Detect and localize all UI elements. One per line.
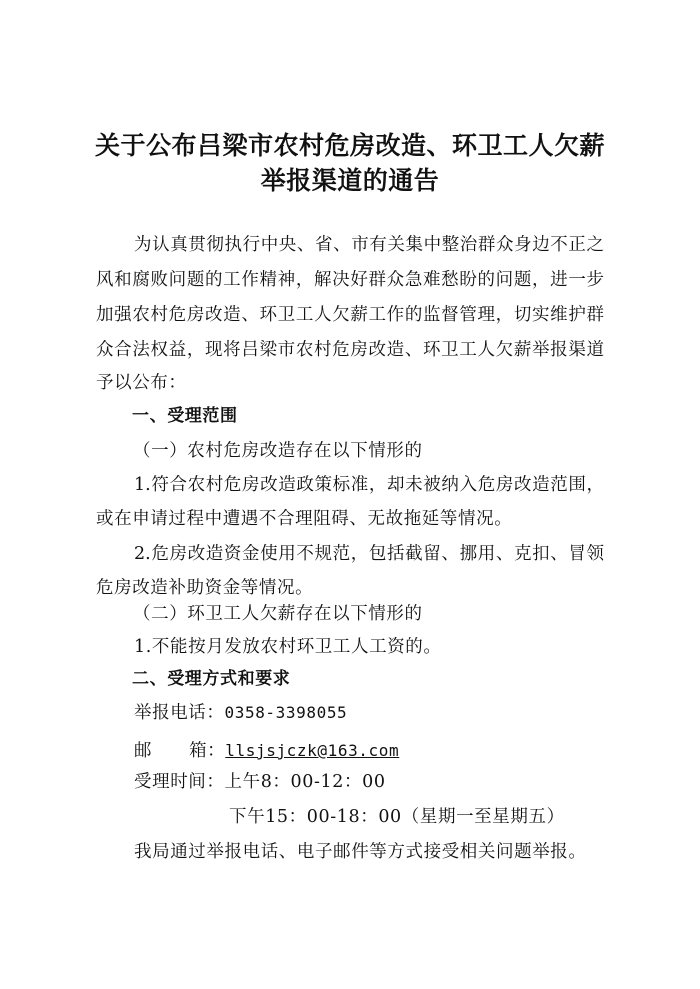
phone-value: 0358-3398055 (224, 703, 348, 722)
closing-line: 我局通过举报电话、电子邮件等方式接受相关问题举报。 (134, 842, 587, 862)
intro-line-1: 为认真贯彻执行中央、省、市有关集中整治群众身边不正之 (134, 235, 604, 255)
intro-line-2: 风和腐败问题的工作精神，解决好群众急难愁盼的问题，进一步 (96, 270, 604, 290)
sub1-item-1-line-2: 或在申请过程中遭遇不合理阻碍、无故拖延等情况。 (96, 509, 513, 529)
phone-row (134, 700, 347, 726)
subsection-2-heading: （二）环卫工人欠薪存在以下情形的 (133, 604, 423, 624)
hours-row-am (134, 769, 386, 795)
sub1-item-2-line-1: 2.危房改造资金使用不规范，包括截留、挪用、克扣、冒领 (134, 544, 604, 564)
intro-line-5: 予以公布： (96, 373, 187, 393)
email-label: 邮 箱： (134, 741, 226, 761)
email-row (134, 738, 399, 764)
notice-title-line-2: 举报渠道的通告 (260, 166, 440, 195)
email-link[interactable]: llsjsjczk@163.com (225, 741, 400, 760)
section-2-heading: 二、受理方式和要求 (132, 669, 291, 689)
hours-am: 上午8：00-12：00 (224, 772, 386, 792)
phone-label: 举报电话： (134, 703, 225, 723)
subsection-1-heading: （一）农村危房改造存在以下情形的 (133, 441, 423, 461)
hours-pm: 下午15：00-18：00（星期一至星期五） (229, 807, 565, 827)
sub2-item-1: 1.不能按月发放农村环卫工人工资的。 (134, 637, 442, 657)
intro-line-3: 加强农村危房改造、环卫工人欠薪工作的监督管理，切实维护群 (96, 305, 604, 325)
intro-line-4: 众合法权益，现将吕梁市农村危房改造、环卫工人欠薪举报渠道 (96, 340, 604, 360)
sub1-item-1-line-1: 1.符合农村危房改造政策标准，却未被纳入危房改造范围， (134, 475, 604, 495)
notice-title-line-1: 关于公布吕梁市农村危房改造、环卫工人欠薪 (94, 131, 605, 160)
sub1-item-2-line-2: 危房改造补助资金等情况。 (96, 578, 314, 598)
section-1-heading: 一、受理范围 (132, 406, 238, 426)
hours-label: 受理时间： (134, 772, 225, 792)
